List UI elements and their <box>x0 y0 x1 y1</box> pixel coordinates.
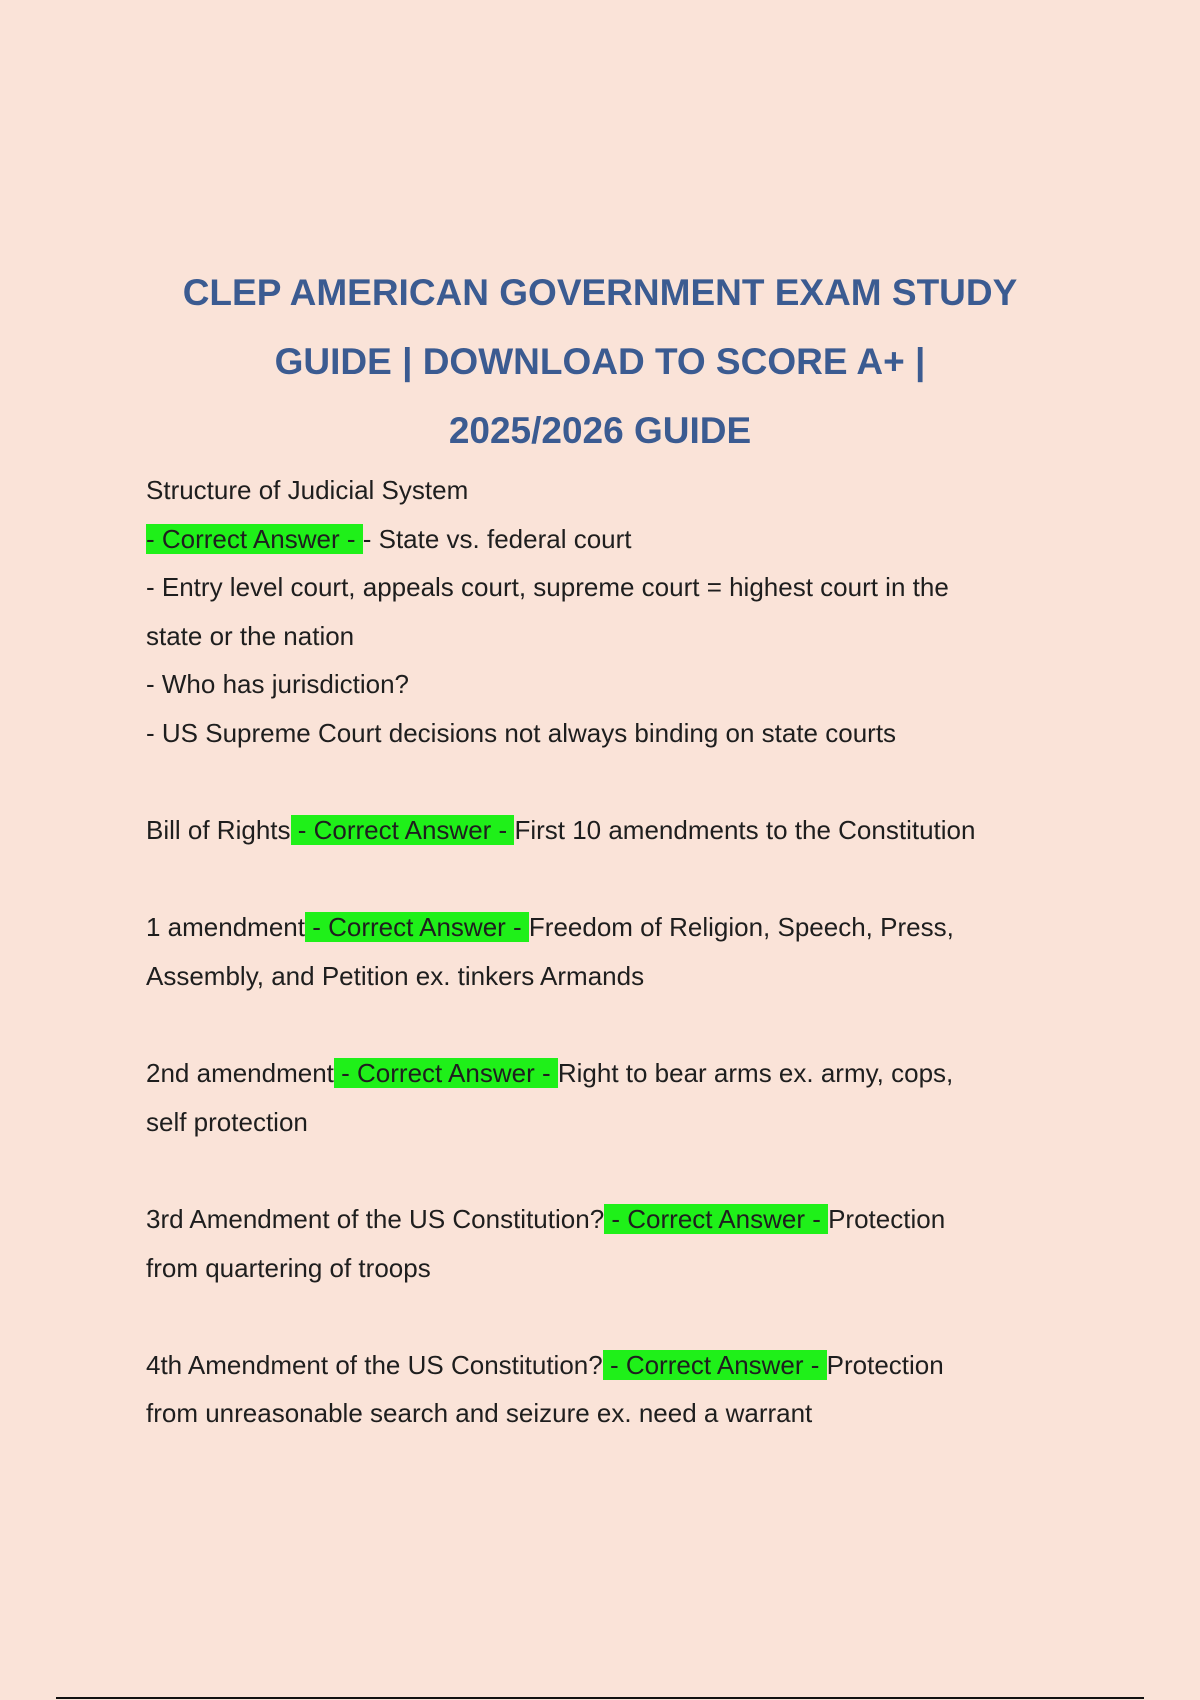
footer-divider <box>56 1697 1144 1699</box>
answer-text: First 10 amendments to the Constitution <box>514 815 976 846</box>
qa-item-1st-amendment <box>146 903 1086 1000</box>
title-line-2: GUIDE | DOWNLOAD TO SCORE A+ | <box>274 341 926 382</box>
question-text: 1 amendment <box>146 912 305 943</box>
document-title <box>140 258 1060 465</box>
answer-text: - Who has jurisdiction? <box>146 669 409 700</box>
answer-text: state or the nation <box>146 620 355 651</box>
correct-answer-highlight: - Correct Answer - <box>602 1349 827 1380</box>
answer-text: from unreasonable search and seizure ex. need a warrant <box>146 1398 813 1429</box>
question-answer-line <box>146 806 1086 855</box>
answer-text: Protection <box>826 1349 944 1380</box>
question-answer-line <box>146 903 1086 952</box>
correct-answer-highlight: - Correct Answer - <box>604 1203 829 1234</box>
question-text: 3rd Amendment of the US Constitution? <box>146 1203 605 1234</box>
answer-text: from quartering of troops <box>146 1252 431 1283</box>
title-line-3: 2025/2026 GUIDE <box>448 410 752 451</box>
answer-text: - State vs. federal court <box>362 523 632 554</box>
answer-text: Assembly, and Petition ex. tinkers Armands <box>146 960 645 991</box>
qa-list <box>146 466 1086 1486</box>
answer-text: - Entry level court, appeals court, supreme court = highest court in the <box>146 572 949 603</box>
answer-text: Right to bear arms ex. army, cops, <box>557 1058 954 1089</box>
answer-text: - US Supreme Court decisions not always binding on state courts <box>146 717 897 748</box>
correct-answer-highlight: - Correct Answer - <box>290 815 515 846</box>
question-text: 4th Amendment of the US Constitution? <box>146 1349 603 1380</box>
qa-item-judicial-system <box>146 466 1086 758</box>
question-text: Bill of Rights <box>146 815 291 846</box>
qa-item-bill-of-rights <box>146 806 1086 855</box>
correct-answer-highlight: - Correct Answer - <box>146 523 363 554</box>
question-text: 2nd amendment <box>146 1058 334 1089</box>
correct-answer-highlight: - Correct Answer - <box>333 1058 558 1089</box>
answer-text: Freedom of Religion, Speech, Press, <box>528 912 954 943</box>
correct-answer-highlight: - Correct Answer - <box>304 912 529 943</box>
question-answer-line <box>146 1049 1086 1098</box>
answer-text: self protection <box>146 1106 308 1137</box>
question-answer-line <box>146 1341 1086 1390</box>
qa-item-2nd-amendment <box>146 1049 1086 1146</box>
question-answer-line <box>146 1195 1086 1244</box>
answer-first-line <box>146 515 1086 564</box>
answer-text: Protection <box>828 1203 946 1234</box>
qa-item-4th-amendment <box>146 1341 1086 1438</box>
question-text: Structure of Judicial System <box>146 475 469 505</box>
qa-item-3rd-amendment <box>146 1195 1086 1292</box>
title-line-1: CLEP AMERICAN GOVERNMENT EXAM STUDY <box>182 272 1018 313</box>
